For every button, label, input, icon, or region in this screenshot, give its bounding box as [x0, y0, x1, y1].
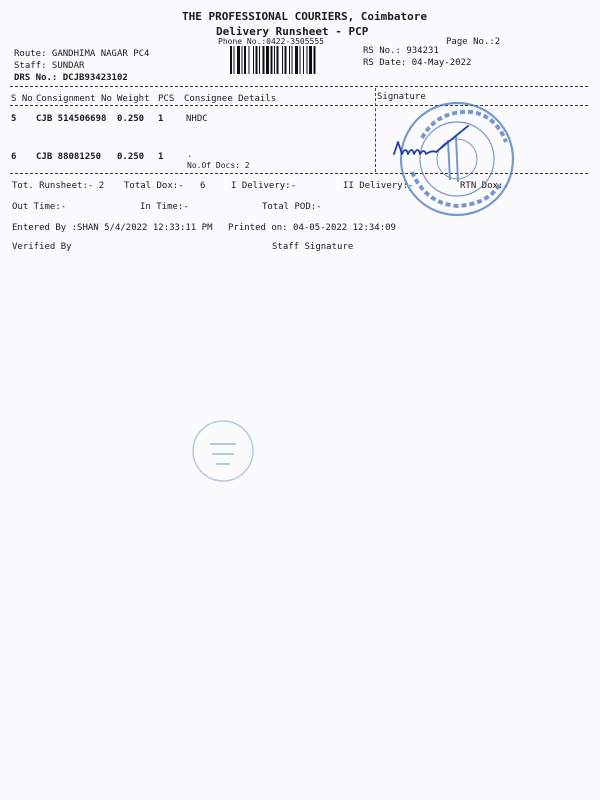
row-consignment: CJB 88081250 — [36, 152, 102, 162]
company-name: THE PROFESSIONAL COURIERS, Coimbatore — [182, 10, 428, 23]
table-top-rule — [10, 86, 588, 87]
row-consignee: . — [187, 150, 193, 160]
total-pod: Total POD:- — [262, 202, 322, 212]
total-dox-value: 6 — [200, 181, 206, 191]
i-delivery: I Delivery:- — [231, 181, 297, 191]
runsheet-title: Delivery Runsheet - PCP — [216, 25, 369, 38]
no-of-docs: No.Of Docs: 2 — [187, 161, 250, 170]
header-pcs: PCS — [158, 94, 175, 104]
rtn-dox: RTN Dox:- — [460, 181, 509, 191]
total-dox-label: Total Dox:- — [124, 181, 184, 191]
in-time: In Time:- — [140, 202, 189, 212]
staff-label: Staff: SUNDAR — [14, 61, 85, 71]
header-sno: S No — [11, 94, 33, 104]
row-sno: 6 — [11, 152, 17, 162]
header-consignment: Consignment No — [36, 94, 112, 104]
staff-signature-label: Staff Signature — [272, 242, 354, 252]
tot-runsheet: Tot. Runsheet:- 2 — [12, 181, 105, 191]
row-consignee: NHDC — [186, 114, 208, 124]
signature-column-divider — [375, 88, 376, 172]
route-label: Route: GANDHIMA NAGAR PC4 — [14, 49, 150, 59]
header-signature: Signature — [377, 92, 426, 102]
row-consignment: CJB 514506698 — [36, 114, 107, 124]
handwritten-signature — [384, 120, 484, 170]
printed-on: Printed on: 04-05-2022 12:34:09 — [228, 223, 396, 233]
header-consignee: Consignee Details — [184, 94, 277, 104]
rs-number: RS No.: 934231 — [363, 46, 439, 56]
row-weight: 0.250 — [117, 114, 145, 124]
barcode-image — [230, 46, 360, 74]
row-sno: 5 — [11, 114, 17, 124]
row-pcs: 1 — [158, 114, 164, 124]
verified-by: Verified By — [12, 242, 72, 252]
page-number: Page No.:2 — [446, 37, 501, 47]
rs-date: RS Date: 04-May-2022 — [363, 58, 472, 68]
row-pcs: 1 — [158, 152, 164, 162]
faint-stamp — [188, 416, 258, 486]
phone-number: Phone No.:0422-3505555 — [218, 37, 324, 46]
row-weight: 0.250 — [117, 152, 145, 162]
header-weight: Weight — [117, 94, 150, 104]
drs-number: DRS No.: DCJB93423102 — [14, 73, 128, 83]
entered-by: Entered By :SHAN 5/4/2022 12:33:11 PM — [12, 223, 213, 233]
ii-delivery: II Delivery:- — [343, 181, 414, 191]
out-time: Out Time:- — [12, 202, 67, 212]
